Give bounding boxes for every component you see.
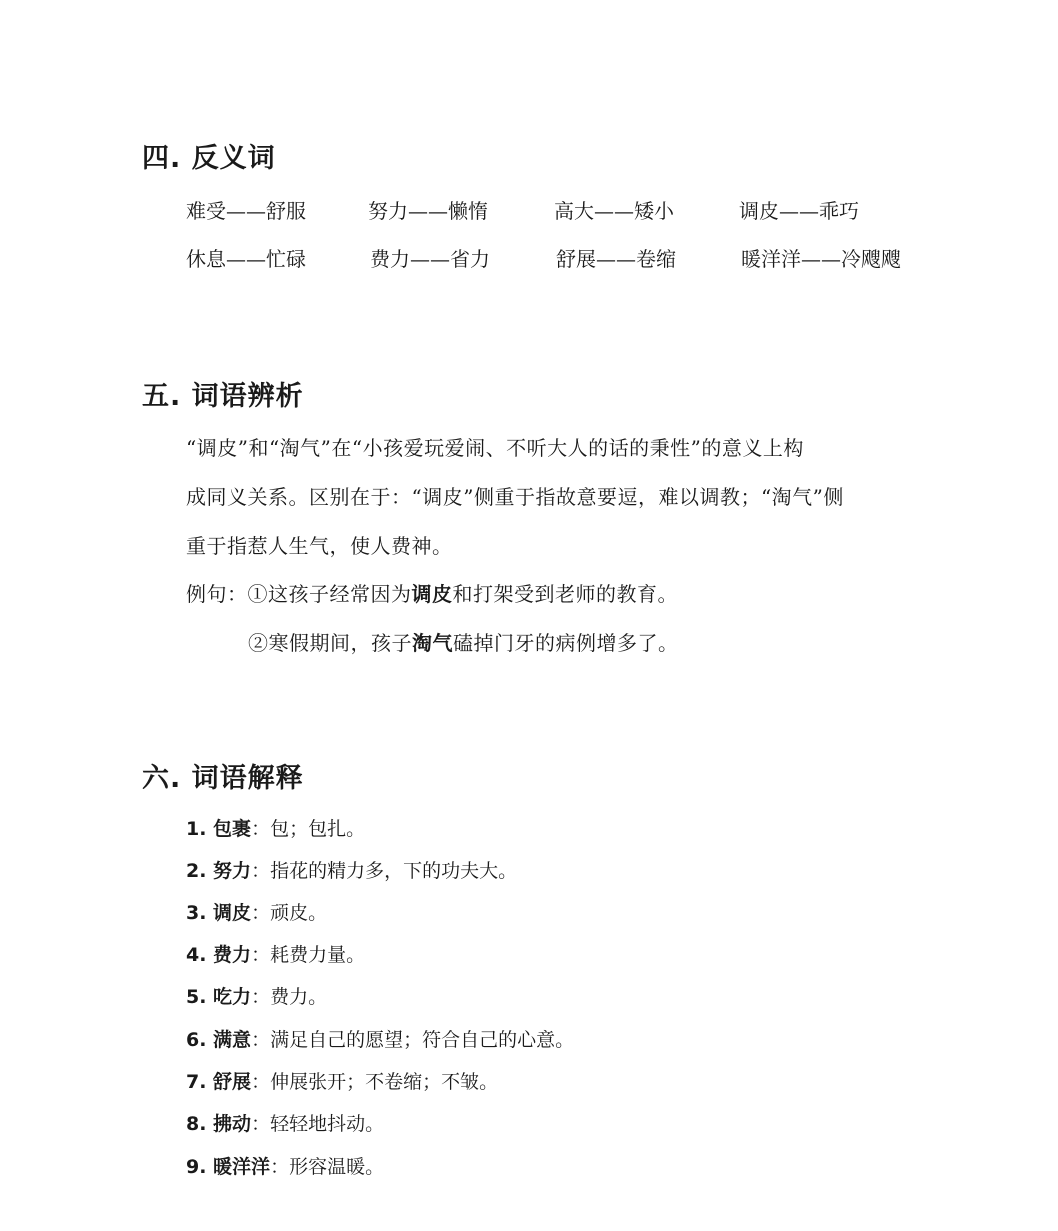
example-sentence-1 [186,579,678,609]
example-prefix: 例句：①这孩子经常因为 [186,582,412,606]
example-prefix: ②寒假期间，孩子 [248,631,412,655]
definition-term: 1. 包裹 [186,818,252,840]
antonym-pair: 难受——舒服 [186,199,306,223]
analysis-line: 成同义关系。区别在于：“调皮”侧重于指故意要逗，难以调教；“淘气”侧 [186,485,844,509]
definition-term: 2. 努力 [186,860,252,882]
definition-item [186,941,365,969]
definition-text: ：形容温暖。 [270,1156,385,1178]
definition-text: ：轻轻地抖动。 [251,1113,385,1135]
example-suffix: 和打架受到老师的教育。 [452,582,678,606]
antonym-pair: 暖洋洋——冷飕飕 [741,247,901,271]
analysis-line: 重于指惹人生气，使人费神。 [186,534,453,558]
definition-item [186,857,517,885]
definition-term: 9. 暖洋洋 [186,1156,271,1178]
analysis-line: “调皮”和“淘气”在“小孩爱玩爱闹、不听大人的话的秉性”的意义上构 [186,436,804,460]
definition-item [186,1026,574,1054]
example-suffix: 磕掉门牙的病例增多了。 [453,631,679,655]
example-keyword: 淘气 [412,631,453,655]
definition-term: 3. 调皮 [186,902,252,924]
antonym-pair: 调皮——乖巧 [739,199,859,223]
definition-text: ：耗费力量。 [251,944,366,966]
section-analysis-heading: 五. 词语辨析 [142,381,304,412]
antonym-pair: 舒展——卷缩 [556,247,676,271]
antonym-pair: 努力——懒惰 [368,199,488,223]
definition-item [186,899,327,927]
definition-item [186,983,327,1011]
definition-term: 7. 舒展 [186,1071,252,1093]
antonym-pair: 休息——忙碌 [186,247,306,271]
definition-item [186,1153,384,1181]
antonym-pair: 高大——矮小 [554,199,674,223]
definition-term: 5. 吃力 [186,986,252,1008]
definition-text: ：满足自己的愿望；符合自己的心意。 [251,1029,575,1051]
definition-term: 8. 拂动 [186,1113,252,1135]
definition-text: ：指花的精力多，下的功夫大。 [251,860,518,882]
example-sentence-2 [248,628,679,658]
section-antonyms-heading: 四. 反义词 [142,143,276,174]
definition-text: ：伸展张开；不卷缩；不皱。 [251,1071,499,1093]
example-keyword: 调皮 [411,582,453,606]
definition-text: ：顽皮。 [251,902,328,924]
definition-text: ：费力。 [251,986,328,1008]
definition-term: 6. 满意 [186,1029,252,1051]
definition-item [186,1068,498,1096]
definition-item [186,1110,384,1138]
definition-text: ：包；包扎。 [251,818,366,840]
section-definitions-heading: 六. 词语解释 [142,763,304,794]
definition-term: 4. 费力 [186,944,252,966]
definition-item [186,815,365,843]
antonym-pair: 费力——省力 [370,247,490,271]
